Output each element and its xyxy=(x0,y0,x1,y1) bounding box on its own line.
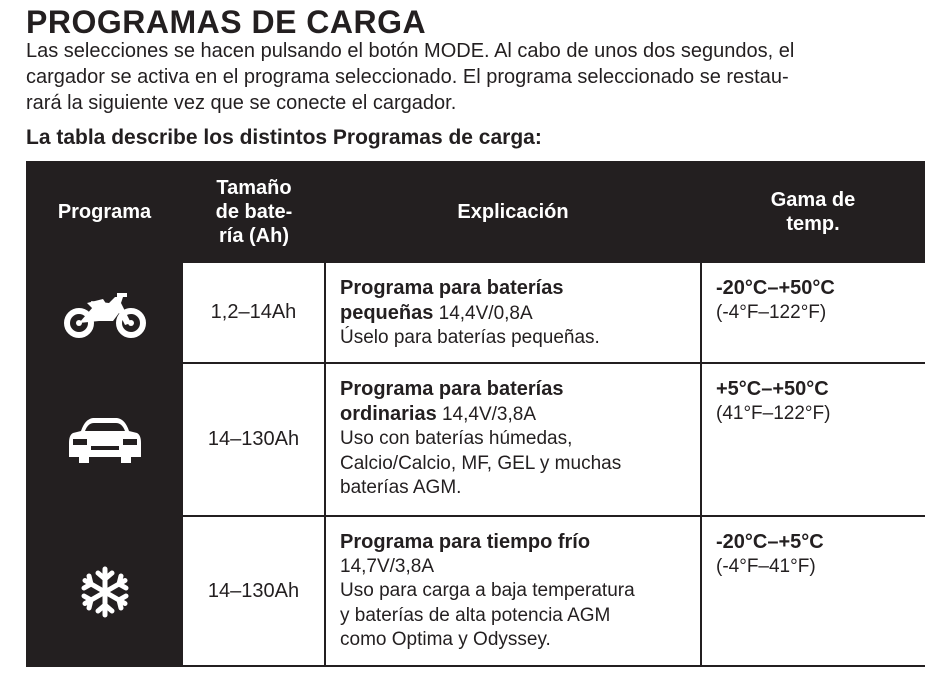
table-cell-size xyxy=(183,364,324,515)
program-description: Calcio/Calcio, MF, GEL y muchas xyxy=(340,452,622,474)
temp-fahrenheit: (-4°F–41°F) xyxy=(716,555,816,577)
temp-fahrenheit: (-4°F–122°F) xyxy=(716,301,827,323)
temp-celsius: -20°C–+50°C xyxy=(716,277,835,299)
table-cell-temp xyxy=(702,517,925,665)
program-name: pequeñas xyxy=(340,301,434,324)
temp-fahrenheit: (41°F–122°F) xyxy=(716,402,831,424)
program-description: baterías AGM. xyxy=(340,477,462,498)
table-cell-temp xyxy=(702,364,925,515)
snowflake-icon xyxy=(26,516,183,667)
program-description: Uso con baterías húmedas, xyxy=(340,428,573,449)
car-icon xyxy=(26,363,183,516)
header-explicacion-label: Explicación xyxy=(457,201,569,223)
program-description: Úselo para baterías pequeñas. xyxy=(340,327,600,348)
program-description: Uso para carga a baja temperatura xyxy=(340,580,635,601)
program-spec: 14,7V/3,8A xyxy=(340,555,435,577)
intro-line: rará la siguiente vez que se conecte el cargador. xyxy=(26,92,457,114)
program-name: Programa para baterías xyxy=(340,277,564,299)
header-tamano-line: de bate- xyxy=(215,201,293,223)
table-cell-explanation xyxy=(326,517,700,665)
program-name: Programa para tiempo frío xyxy=(340,531,591,553)
header-tamano-line: ría (Ah) xyxy=(219,225,289,247)
table-cell-size xyxy=(183,263,324,362)
program-description: y baterías de alta potencia AGM xyxy=(340,604,611,626)
intro-line: Las selecciones se hacen pulsando el botón MODE. Al cabo de unos dos segundos, el xyxy=(26,40,795,62)
table-cell-explanation xyxy=(326,263,700,362)
header-programa-label: Programa xyxy=(57,201,152,223)
table-cell-temp xyxy=(702,263,925,362)
size-value: 14–130Ah xyxy=(207,428,300,450)
program-spec: 14,4V/0,8A xyxy=(433,302,533,324)
header-programa xyxy=(26,161,183,263)
page-title: PROGRAMAS DE CARGA xyxy=(26,4,427,40)
temp-celsius: +5°C–+50°C xyxy=(716,378,829,400)
header-gama xyxy=(701,161,925,263)
program-name: Programa para baterías xyxy=(340,378,564,400)
intro-line: cargador se activa en el programa seleccionado. El programa seleccionado se restau- xyxy=(26,66,789,88)
program-description: como Optima y Odyssey. xyxy=(340,629,551,650)
program-spec: 14,4V/3,8A xyxy=(436,403,536,425)
temp-celsius: -20°C–+5°C xyxy=(716,531,824,553)
intro-paragraph xyxy=(26,38,921,116)
program-name: ordinarias xyxy=(340,402,437,425)
header-explicacion xyxy=(325,161,701,263)
table-caption: La tabla describe los distintos Programas de carga: xyxy=(26,126,542,149)
header-gama-line: temp. xyxy=(786,213,840,235)
table-cell-explanation xyxy=(326,364,700,515)
header-gama-line: Gama de xyxy=(770,189,856,211)
table-cell-size xyxy=(183,517,324,665)
size-value: 14–130Ah xyxy=(207,579,300,602)
header-tamano xyxy=(183,161,325,263)
motorcycle-icon xyxy=(26,263,183,363)
charge-programs-table xyxy=(26,161,925,667)
header-tamano-line: Tamaño xyxy=(216,177,292,199)
size-value: 1,2–14Ah xyxy=(210,301,297,323)
